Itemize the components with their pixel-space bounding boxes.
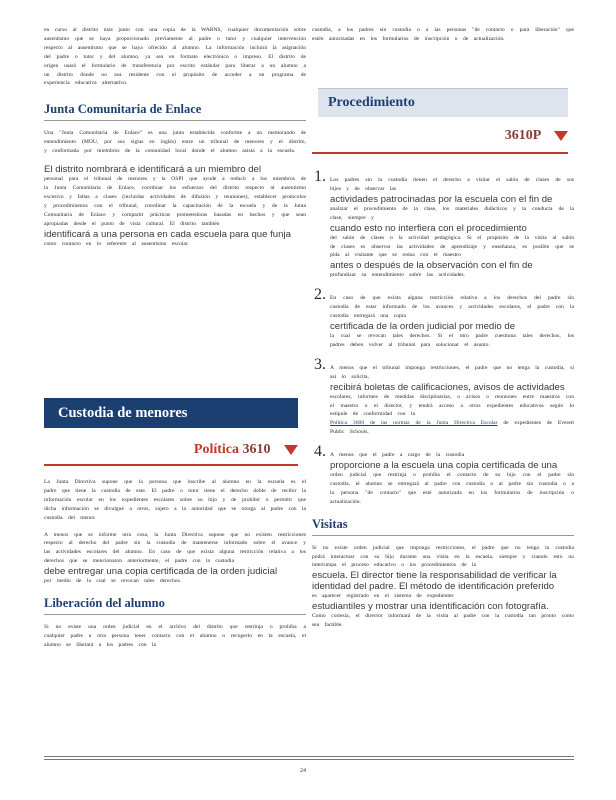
intro-paragraph: en curso al distrito más junto con una copia de la WARNS, cualquier documentación sobre ausentismo que se haya proporcionado previamente al padre o tutor y cualquier intervención respecto al ausentismo que se haya ofrecido al alumno. La información incluirá la asignación del padre o tutor y del alumno, ya sea en formato electrónico o impreso. El distrito de origen usará el formulario de transferencia por escrito estándar para liberar a un alumno a un distrito donde no sea residente con el propósito de acceder a un programa de experiencia educativa alternativo. (44, 27, 306, 87)
footer-rule-2 (44, 759, 574, 760)
item-emphasis: recibirá boletas de calificaciones, avisos de actividades (330, 381, 565, 393)
policy-header (140, 442, 298, 458)
junta-paragraph-3: como contacto en lo referente al ausentismo escolar. (44, 240, 189, 247)
visitas-heading: Visitas (312, 516, 348, 531)
procedure-code: 3610P (504, 128, 541, 143)
item-text: 3. A menos que el tribunal imponga restricciones, el padre que no tenga la custodia, si así lo solicita, (330, 364, 574, 380)
left-column (44, 26, 306, 248)
junta-emphasis-1: El distrito nombrará e identificará a un miembro del (44, 164, 262, 176)
visitas-paragraph-3: Como cortesía, el director informará de la visita al padre con la custodia tan pronto como sea factible. (312, 613, 574, 629)
list-item (330, 443, 574, 507)
visitas-emphasis-1: escuela. El director tiene la responsabilidad de verificar la identidad del padre. El método de identificación preferido (312, 570, 557, 593)
item-text: escolares, informes de medidas disciplinarias, o avisos o reuniones entre maestros con el maestro o el director, y tendrá acceso a otros expedientes educativos según lo estipule de conformidad con la (330, 393, 574, 418)
visitas-emphasis-2: estudiantiles y mostrar una identificación con fotografía. (312, 601, 549, 613)
item-emphasis: certificada de la orden judicial por medio de (330, 320, 516, 332)
triangle-down-icon (554, 131, 568, 141)
liberacion-paragraph: Si no existe una orden judicial en el archivo del distrito que restrinja o prohíba a cualquier padre u otra persona tener contacto con el alumno o recogerlo en la escuela, el alumno se liberará a los padres con la (44, 624, 306, 648)
procedimiento-title: Procedimiento (328, 95, 415, 110)
item-text: 2. En caso de que exista alguna restricción relativa a los derechos del padre sin custodia de estar informado de los avances y actividades escolares, el padre con la custodia entregará una copia (330, 295, 574, 320)
liberacion-heading-wrap (44, 596, 306, 615)
custodia-paragraph-3: por medio de la cual se revocan tales derechos. (44, 578, 182, 585)
policy-3600-link[interactable]: Política 3600 de las normas de la Junta Directiva Escolar (330, 420, 498, 427)
visitas-paragraph-1: Si no existe orden judicial que imponga restricciones, el padre que no tenga la custodia podrá interactuar con su hijo durante una visita en la escuela, siempre y cuando esto no interrumpa el proceso educativo o los procedimientos de la (312, 544, 574, 569)
list-item (330, 168, 574, 280)
custodia-band (44, 398, 298, 428)
liberacion-heading: Liberación del alumno (44, 596, 165, 611)
visitas-paragraph-2: es aparecer registrado en el sistema de expedientes (312, 593, 454, 600)
list-item (330, 356, 574, 437)
item-text: orden judicial que restrinja o prohíba el contacto de su hijo con el padre sin custodia, el alumno se entregará al padre con custodia o al padre sin custodia o a la persona "de contacto" que esté autorizada en los formularios de inscripción o actualización. (330, 472, 574, 505)
list-item (330, 286, 574, 350)
item-text: profundizar su entendimiento sobre las actividades. (330, 272, 465, 279)
right-intro-paragraph: custodia, a los padres sin custodia o a las personas "de contacto o para liberación" que estén autorizadas en los formularios de inscripción o de actualización. (312, 27, 574, 42)
custodia-emphasis: debe entregar una copia certificada de la orden judicial (44, 566, 278, 578)
policy-number: 3610 (242, 442, 271, 457)
right-column-procedure (312, 168, 574, 630)
custodia-band-title: Custodia de menores (58, 405, 188, 421)
junta-heading: Junta Comunitaria de Enlace (44, 102, 202, 117)
junta-paragraph-1: Una "Junta Comunitaria de Enlace" es una junta establecida conforme a un memorando de entendimiento (MOU, por sus siglas en inglés) entre un tribunal de menores y el distrito, y conformada por miembros de la comunidad local donde el alumno asista a la escuela. (44, 130, 306, 155)
item-text: la cual se revocan tales derechos. Si el otro padre cuestiona tales derechos, los padres deben volver al tribunal para solucionar el asunto. (330, 332, 574, 348)
item-emphasis: cuando esto no interfiera con el procedimiento (330, 222, 527, 234)
visitas-heading-wrap (312, 517, 574, 536)
item-text: 1. Los padres sin la custodia tienen el derecho a visitar el salón de clases de sus hijos y de observar las (330, 177, 574, 192)
custodia-paragraph-1: La Junta Directiva supone que la persona que inscribe al alumno en la escuela es el padre que tiene la custodia de este. El padre o tutor tiene el derecho doble de recibir la información escolar en los expedientes escolares sobre su hijo y de prohibir o permitir que dicha información se divulgue a otros, sujeto a la autoridad que se otorga al padre con la custodia del menor. (44, 479, 306, 521)
right-column-top (312, 26, 574, 44)
item-text: 4. A menos que el padre a cargo de la custodia (330, 452, 465, 459)
junta-paragraph-2: personal para el tribunal de menores y la OSPI que ayude a reducir a los miembros de la Junta Comunitaria de Enlace, coordinar los esfuerzos del distrito respecto al ausentismo excesivo y faltas a clases (incluidas actividades de difusión y reuniones), establecer protocolos y procedimientos con el tribunal, coordinar la capacitación de la escuela y de la Junta Comunitaria de Enlace y compartir prácticas prometedoras basadas en hechos y que sean apropiadas desde el punto de vista cultural. El distrito también (44, 176, 306, 227)
page-number: 24 (300, 768, 306, 774)
procedure-header (420, 128, 568, 144)
policy-label: Política (193, 442, 239, 457)
item-emphasis: antes o después de la observación con el fin de (330, 260, 533, 272)
item-emphasis: proporcione a la escuela una copia certificada de una (330, 460, 558, 472)
procedure-list (312, 168, 574, 507)
item-text: del salón de clases o la actividad pedagógica. Si el propósito de la visita al salón de clases es observar las actividades de aprendizaje y enseñanza, es posible que se pida al visitante que se reúna con el maestro (330, 234, 574, 259)
left-column-lower (44, 478, 306, 650)
triangle-down-icon (284, 445, 298, 455)
procedure-rule (312, 152, 568, 154)
junta-emphasis-2: identificará a una persona en cada escuela para que funja (44, 228, 291, 240)
footer-rule-1 (44, 756, 574, 757)
policy-rule (44, 464, 298, 466)
item-text: analizar el procedimiento de la clase, los materiales didácticos y la conducta de la clase, siempre y (330, 205, 574, 221)
custodia-paragraph-2: A menos que se informe otra cosa, la Junta Directiva supone que no existen restricciones respecto al derecho del padre sin la custodia de mantenerse informado sobre el avance y las actividades escolares del alumno. En caso de que exista alguna restricción relativa a los derechos que se mencionaron anteriormente, el padre con la custodia (44, 531, 306, 565)
item-emphasis: actividades patrocinadas por la escuela con el fin de (330, 193, 553, 205)
junta-heading-wrap (44, 102, 306, 121)
item-text: de expedientes de Everett Public Schools. (330, 420, 574, 436)
procedimiento-band (318, 88, 568, 117)
